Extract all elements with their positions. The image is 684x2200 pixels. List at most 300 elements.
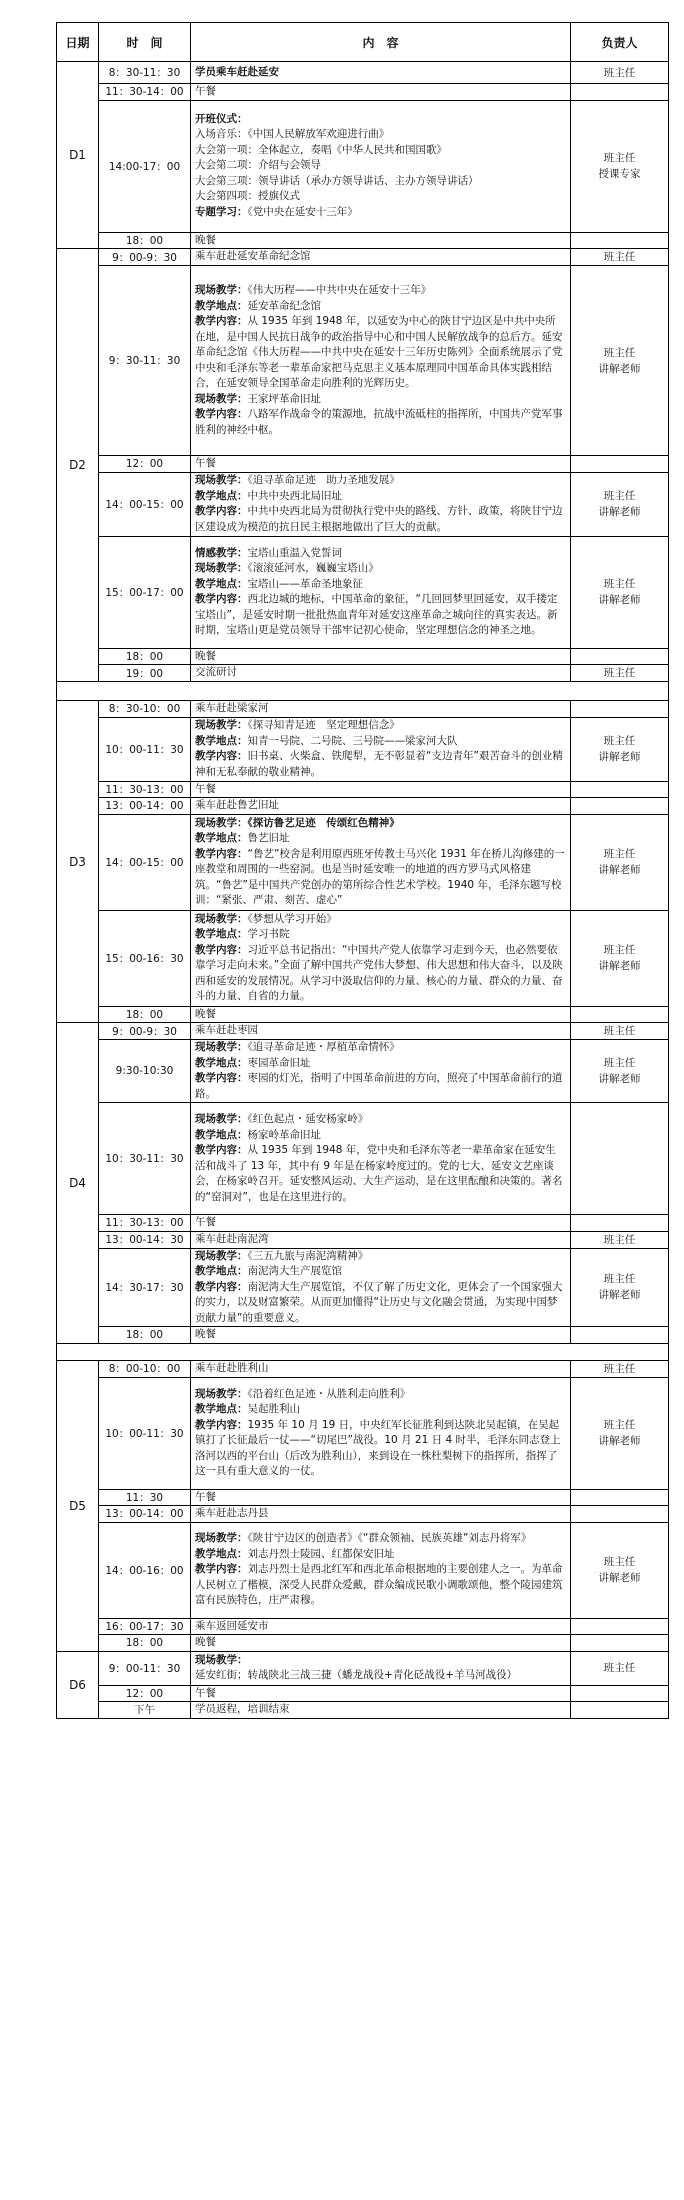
owner-name: 班主任 [603, 1057, 636, 1069]
time-cell: 11：30 [99, 1489, 191, 1506]
table-row [57, 1522, 669, 1618]
owner-cell [571, 1506, 669, 1523]
content-line-key: 教学内容： [195, 593, 248, 605]
table-row [57, 1248, 669, 1327]
content-line-text: 从 1935 年到 1948 年，以延安为中心的陕甘宁边区是中共中央所在地，是中国人民抗日战争的政治指导中心和中国人民解放战争的总后方。延安革命纪念馆《伟大历程——中共中央在延安十三年历史陈列》全面系统展示了党中央和毛泽东等老一辈革命家把马克思主义基本原理同中国革命具体实践相结合，在延安领导全国革命走向胜利的光辉历史。 [195, 315, 563, 389]
content-line: 大会第四项：授旗仪式 [195, 190, 300, 203]
table-row [57, 456, 669, 473]
time-cell: 16：00-17：30 [99, 1618, 191, 1635]
content-line-text: 《沿着红色足迹・从胜利走向胜利》 [247, 1387, 411, 1400]
content-cell [191, 1489, 571, 1506]
table-row [57, 1360, 669, 1377]
content-cell [191, 665, 571, 682]
content-line-text: 《梦想从学习开始》 [247, 912, 337, 925]
content-line [195, 561, 566, 577]
content-line-text: 西北边城的地标，中国革命的象征，“几回回梦里回延安，双手搂定宝塔山”，是延安时期一批批热血青年对延安这座革命之城向往的真实表达。新时期，宝塔山更是党员领导干部牢记初心使命，坚定理想信念的神圣之地。 [195, 593, 558, 636]
owner-cell [571, 1231, 669, 1248]
owner-name: 班主任 [603, 346, 636, 359]
content-line: 晚餐 [195, 1007, 216, 1020]
day-label: D1 [57, 62, 99, 249]
content-line [195, 1531, 566, 1547]
content-line [195, 205, 566, 221]
content-line [195, 299, 566, 315]
owner-name: 班主任 [603, 578, 636, 590]
content-cell [191, 1685, 571, 1702]
table-row [57, 781, 669, 798]
content-line [195, 1040, 566, 1056]
content-line [195, 473, 566, 489]
table-row [57, 249, 669, 266]
content-cell [191, 1522, 571, 1618]
content-line-text: 中共中央西北局旧址 [247, 489, 342, 502]
owner-cell [571, 249, 669, 266]
content-line-key: 教学内容： [195, 750, 248, 762]
table-row [57, 1377, 669, 1489]
table-row [57, 717, 669, 781]
content-line: 乘车返回延安市 [195, 1619, 269, 1632]
owner-cell [571, 1702, 669, 1719]
time-cell: 15：00-17：00 [99, 536, 191, 648]
owner-cell [571, 814, 669, 910]
content-line-key: 教学地点： [195, 489, 248, 502]
time-cell: 9：30-11：30 [99, 266, 191, 456]
content-line-key: 现场教学： [195, 1532, 248, 1545]
content-cell [191, 536, 571, 648]
owner-cell [571, 1103, 669, 1215]
content-line: 午餐 [195, 782, 216, 795]
content-cell [191, 717, 571, 781]
content-line [195, 577, 566, 593]
owner-name: 讲解老师 [598, 1435, 641, 1447]
owner-cell [571, 648, 669, 665]
content-line-key: 教学地点： [195, 928, 248, 940]
owner-name: 班主任 [603, 1419, 636, 1431]
owner-cell [571, 84, 669, 101]
time-cell: 19：00 [99, 665, 191, 682]
content-line-key: 教学内容： [195, 943, 248, 956]
day-label: D4 [57, 1023, 99, 1344]
content-line: 午餐 [195, 1216, 216, 1228]
content-line-text: 学习书院 [247, 928, 290, 940]
content-line-text: 《滚滚延河水，巍巍宝塔山》 [247, 562, 379, 574]
content-line [195, 1264, 566, 1280]
time-cell: 15：00-16：30 [99, 910, 191, 1006]
content-cell [191, 1006, 571, 1023]
content-line-key: 教学内容： [195, 1418, 248, 1431]
table-row [57, 798, 669, 815]
owner-name: 班主任 [603, 1556, 636, 1568]
time-cell: 14：00-16：00 [99, 1522, 191, 1618]
day-label: D5 [57, 1360, 99, 1651]
content-line [195, 1249, 566, 1265]
content-line: 交流研讨 [195, 666, 237, 679]
content-cell [191, 249, 571, 266]
content-line [195, 734, 566, 750]
content-line [195, 392, 566, 408]
content-cell [191, 84, 571, 101]
table-row [57, 1327, 669, 1344]
content-line-key: 情感教学： [195, 546, 248, 559]
content-line: 午餐 [195, 1490, 216, 1503]
owner-cell [571, 1040, 669, 1103]
header-content: 内 容 [191, 23, 571, 62]
page-gap [57, 1343, 669, 1360]
content-line-text: 鲁艺旧址 [247, 832, 290, 844]
content-cell [191, 798, 571, 815]
header-date: 日期 [57, 23, 99, 62]
content-line: 乘车赶赴鲁艺旧址 [195, 799, 279, 811]
content-line [195, 504, 566, 535]
table-row [57, 1702, 669, 1719]
content-cell [191, 1635, 571, 1652]
table-row [57, 1506, 669, 1523]
owner-name: 讲解老师 [598, 1073, 641, 1085]
content-line-text: 南泥湾大生产展览馆 [247, 1265, 342, 1277]
content-line: 学员乘车赶赴延安 [195, 65, 279, 78]
time-cell: 11：30-13：00 [99, 781, 191, 798]
time-cell: 10：00-11：30 [99, 1377, 191, 1489]
content-line: 大会第三项：领导讲话（承办方领导讲话、主办方领导讲话） [195, 174, 479, 187]
content-line: 乘车赶赴梁家河 [195, 702, 269, 714]
content-line-key: 现场教学： [195, 1113, 248, 1125]
table-row [57, 100, 669, 232]
content-line: 午餐 [195, 1686, 216, 1699]
content-line [195, 283, 566, 299]
owner-cell [571, 1651, 669, 1685]
table-row [57, 1040, 669, 1103]
content-line-text: 刘志丹烈士是西北红军和西北革命根据地的主要创建人之一。为革命人民树立了楷模，深受人民群众爱戴，群众编成民歌小调歌颂他，整个陵园建筑富有民族特色，庄严肃穆。 [195, 1563, 563, 1607]
content-line: 学员返程，培训结束 [195, 1703, 290, 1715]
content-line-key: 现场教学： [195, 719, 248, 731]
content-line [195, 489, 566, 505]
table-row [57, 1489, 669, 1506]
owner-name: 班主任 [603, 1362, 636, 1375]
owner-cell [571, 1377, 669, 1489]
time-cell: 14：00-15：00 [99, 814, 191, 910]
owner-cell [571, 781, 669, 798]
content-line-text: 延安红街；转战陕北三战三捷（蟠龙战役+青化砭战役+羊马河战役） [195, 1669, 518, 1681]
table-row [57, 1103, 669, 1215]
table-row [57, 1651, 669, 1685]
table-row [57, 648, 669, 665]
content-line-key: 教学内容： [195, 1144, 248, 1156]
table-row [57, 536, 669, 648]
content-line-text: 习近平总书记指出：“中国共产党人依靠学习走到今天，也必然要依靠学习走向未来。”全面了解中国共产党伟大梦想、伟大思想和伟大奋斗，以及陕西和延安的发展情况。从学习中汲取信仰的力量、核心的力量、群众的力量、奋斗的力量、自省的力量。 [195, 943, 563, 1002]
owner-cell [571, 1360, 669, 1377]
table-row [57, 701, 669, 718]
owner-cell [571, 1618, 669, 1635]
content-line-key: 现场教学： [195, 1653, 248, 1666]
content-line [195, 927, 566, 943]
owner-cell [571, 472, 669, 536]
content-line-key: 教学内容： [195, 408, 248, 420]
time-cell: 10：00-11：30 [99, 717, 191, 781]
content-line-text: 吴起胜利山 [247, 1403, 300, 1415]
content-cell [191, 781, 571, 798]
content-line-text: 中共中央西北局为贯彻执行党中央的路线、方针、政策，将陕甘宁边区建设成为模范的抗日民主根据地做出了巨大的贡献。 [195, 505, 563, 533]
table-row [57, 84, 669, 101]
content-cell [191, 1023, 571, 1040]
owner-cell [571, 1685, 669, 1702]
owner-cell [571, 1489, 669, 1506]
content-line [195, 314, 566, 392]
content-line [195, 546, 566, 562]
content-cell [191, 1215, 571, 1232]
content-line [195, 718, 566, 734]
content-line-key: 教学内容： [195, 505, 248, 517]
table-row [57, 814, 669, 910]
content-line: 乘车赶赴延安革命纪念馆 [195, 250, 311, 263]
content-line [195, 1547, 566, 1563]
header-time: 时 间 [99, 23, 191, 62]
content-cell [191, 100, 571, 232]
owner-cell [571, 1635, 669, 1652]
content-line: 入场音乐：《中国人民解放军欢迎进行曲》 [195, 128, 390, 141]
content-line-text: 《党中央在延安十三年》 [247, 205, 358, 218]
owner-name: 班主任 [603, 251, 636, 263]
content-line [195, 1418, 566, 1480]
table-row [57, 1215, 669, 1232]
owner-cell [571, 1006, 669, 1023]
time-cell: 13：00-14：00 [99, 798, 191, 815]
content-line-text: 延安革命纪念馆 [247, 299, 321, 312]
content-line-text: 杨家岭革命旧址 [247, 1128, 321, 1141]
time-cell: 8：30-10：00 [99, 701, 191, 718]
content-line [195, 1056, 566, 1072]
content-cell [191, 472, 571, 536]
content-line [195, 1071, 566, 1102]
time-cell: 10：30-11：30 [99, 1103, 191, 1215]
time-cell: 12：00 [99, 456, 191, 473]
table-row [57, 1023, 669, 1040]
content-line: 乘车赶赴志丹县 [195, 1507, 269, 1519]
table-row [57, 1685, 669, 1702]
time-cell: 8：00-10：00 [99, 1360, 191, 1377]
content-line [195, 407, 566, 438]
content-line-key: 教学地点： [195, 832, 248, 844]
content-line [195, 1143, 566, 1205]
content-line: 大会第二项：介绍与会领导 [195, 159, 321, 172]
time-cell: 14：30-17：30 [99, 1248, 191, 1327]
content-line-key: 现场教学： [195, 1387, 248, 1400]
content-cell [191, 814, 571, 910]
owner-cell [571, 62, 669, 84]
content-line: 晚餐 [195, 1328, 216, 1340]
content-line-key: 教学内容： [195, 847, 248, 860]
owner-name: 班主任 [603, 152, 636, 164]
table-row [57, 266, 669, 456]
time-cell: 18：00 [99, 1635, 191, 1652]
content-line-key: 教学内容： [195, 315, 248, 327]
content-line: 现场教学：《探访鲁艺足迹 传颂红色精神》 [195, 816, 400, 829]
table-row [57, 62, 669, 84]
content-line-text: 枣园革命旧址 [247, 1056, 311, 1069]
content-line: 乘车赶赴南泥湾 [195, 1232, 269, 1245]
owner-cell [571, 798, 669, 815]
time-cell: 9：00-9：30 [99, 1023, 191, 1040]
time-cell: 13：00-14：30 [99, 1231, 191, 1248]
content-line-key: 教学地点： [195, 734, 248, 747]
content-line-key: 现场教学： [195, 912, 248, 925]
content-line-key: 现场教学： [195, 562, 248, 574]
content-cell [191, 1506, 571, 1523]
content-line [195, 1128, 566, 1144]
time-cell: 12：00 [99, 1685, 191, 1702]
content-line-key: 现场教学： [195, 1041, 248, 1053]
owner-name: 班主任 [603, 1025, 636, 1037]
owner-cell [571, 1327, 669, 1344]
content-line-key: 现场教学： [195, 1249, 248, 1262]
content-cell [191, 1231, 571, 1248]
content-line: 乘车赶赴胜利山 [195, 1361, 269, 1374]
owner-cell [571, 717, 669, 781]
owner-name: 讲解老师 [598, 1289, 641, 1302]
content-line-text: 八路军作战命令的策源地，抗战中流砥柱的指挥所，中国共产党军事胜利的神经中枢。 [195, 408, 563, 436]
time-cell: 13：00-14：00 [99, 1506, 191, 1523]
table-row [57, 1006, 669, 1023]
owner-cell [571, 701, 669, 718]
time-cell: 14:00-17：00 [99, 100, 191, 232]
time-cell: 18：00 [99, 1327, 191, 1344]
content-cell [191, 62, 571, 84]
owner-name: 班主任 [603, 667, 636, 679]
content-line-text: 《伟大历程——中共中央在延安十三年》 [247, 284, 432, 296]
owner-name: 班主任 [603, 1233, 636, 1246]
content-line [195, 1402, 566, 1418]
content-cell [191, 1040, 571, 1103]
schedule-body [57, 62, 669, 1719]
content-line-text: 《陕甘宁边区的创造者》《“群众领袖、民族英雄”刘志丹将军》 [247, 1532, 532, 1545]
content-line-text: 《探寻知青足迹 坚定理想信念》 [247, 719, 400, 731]
content-line-text: “鲁艺”校舍是利用原西班牙传教士马兴化 1931 年在桥儿沟修建的一座教堂和周围的一些窑洞。也是当时延安唯一的地道的西方罗马式风格建筑。“鲁艺”是中国共产党创办的第所综合性艺术学校。1940 年，毛泽东题写校训：“紧张、严肃、刻苦、虚心” [195, 847, 565, 906]
time-cell: 8：30-11：30 [99, 62, 191, 84]
content-line [195, 1653, 566, 1684]
content-line [195, 749, 566, 780]
content-line: 大会第一项：全体起立，奏唱《中华人民共和国国歌》 [195, 143, 447, 156]
day-label: D3 [57, 701, 99, 1023]
content-line-key: 教学地点： [195, 1265, 248, 1277]
content-line-text: 《红色起点・延安杨家岭》 [247, 1113, 369, 1125]
content-cell [191, 232, 571, 249]
content-line-key: 教学内容： [195, 1072, 248, 1084]
owner-name: 班主任 [603, 735, 636, 747]
owner-name: 班主任 [603, 66, 636, 79]
content-line-key: 教学地点： [195, 1547, 248, 1560]
content-line-text: 从 1935 年到 1948 年，党中央和毛泽东等老一辈革命家在延安生活和战斗了 13 年，其中有 9 年是在杨家岭度过的。党的七大、延安文艺座谈会，在杨家岭召开。延安整风运动、大生产运动，是在这里酝酿和决策的。著名的“窑洞对”，也是在这里进行的。 [195, 1144, 563, 1203]
content-cell [191, 910, 571, 1006]
owner-cell [571, 1248, 669, 1327]
owner-name: 讲解老师 [598, 506, 641, 518]
content-line: 午餐 [195, 457, 216, 469]
content-line: 晚餐 [195, 649, 216, 662]
schedule-document [56, 22, 668, 1719]
content-line-text: 《追寻革命足迹 助力圣地发展》 [247, 474, 400, 486]
owner-cell [571, 665, 669, 682]
schedule-table [56, 22, 669, 1719]
time-cell: 11：30-13：00 [99, 1215, 191, 1232]
content-line-text: 刘志丹烈士陵园、红都保安旧址 [247, 1547, 395, 1560]
content-line: 晚餐 [195, 233, 216, 246]
content-line [195, 912, 566, 928]
owner-cell [571, 1215, 669, 1232]
owner-cell [571, 232, 669, 249]
owner-name: 班主任 [603, 1662, 636, 1674]
owner-name: 班主任 [603, 848, 636, 860]
table-row [57, 665, 669, 682]
time-cell: 9：00-11：30 [99, 1651, 191, 1685]
owner-cell [571, 536, 669, 648]
owner-cell [571, 100, 669, 232]
content-line-text: 南泥湾大生产展览馆，不仅了解了历史文化，更体会了一个国家强大的实力，以及财富繁荣。从而更加懂得“让历史与文化融会贯通，为实现中国梦贡献力量”的重要意义。 [195, 1280, 563, 1324]
content-line [195, 1112, 566, 1128]
table-row [57, 472, 669, 536]
owner-name: 授课专家 [598, 168, 641, 180]
owner-cell [571, 1522, 669, 1618]
owner-name: 班主任 [603, 1273, 636, 1286]
content-line-text: 宝塔山——革命圣地象征 [247, 577, 363, 590]
content-line-text: 《追寻革命足迹・厚植革命情怀》 [247, 1041, 400, 1053]
time-cell: 18：00 [99, 1006, 191, 1023]
owner-cell [571, 1023, 669, 1040]
owner-name: 班主任 [603, 944, 636, 956]
content-cell [191, 1248, 571, 1327]
content-line: 晚餐 [195, 1636, 216, 1648]
content-line: 乘车赶赴枣园 [195, 1024, 258, 1037]
content-line-text: 王家坪革命旧址 [247, 392, 321, 405]
day-label: D6 [57, 1651, 99, 1718]
header-owner: 负责人 [571, 23, 669, 62]
day-label: D2 [57, 249, 99, 682]
content-line-key: 教学地点： [195, 577, 248, 590]
time-cell: 下午 [99, 1702, 191, 1719]
owner-cell [571, 266, 669, 456]
table-header-row [57, 23, 669, 62]
owner-name: 讲解老师 [598, 1572, 641, 1584]
owner-name: 班主任 [603, 490, 636, 502]
content-line: 开班仪式： [195, 112, 248, 125]
content-line [195, 831, 566, 847]
content-line [195, 592, 566, 639]
content-line-text: 旧书桌、火柴盒、铁爬犁，无不彰显着“支边青年”艰苦奋斗的创业精神和无私奉献的敬业精神。 [195, 750, 563, 778]
content-cell [191, 456, 571, 473]
owner-name: 讲解老师 [598, 594, 641, 606]
content-line-key: 现场教学： [195, 284, 248, 296]
content-line-key: 现场教学： [195, 474, 248, 486]
content-line-key: 教学内容： [195, 1280, 248, 1293]
content-line-text: 1935 年 10 月 19 日，中央红军长征胜利到达陕北吴起镇，在吴起镇打了长征最后一仗——“切尾巴”战役。10 月 21 日 4 时半，毛泽东同志登上洛河以西的平台山（后改为胜利山），来到设在一株杜梨树下的指挥所，指挥了这一具有重大意义的一仗。 [195, 1418, 561, 1477]
table-row [57, 1618, 669, 1635]
time-cell: 9:30-10:30 [99, 1040, 191, 1103]
time-cell: 11：30-14：00 [99, 84, 191, 101]
time-cell: 18：00 [99, 232, 191, 249]
time-cell: 14：00-15：00 [99, 472, 191, 536]
content-cell [191, 1103, 571, 1215]
owner-name: 讲解老师 [598, 864, 641, 876]
owner-cell [571, 456, 669, 473]
content-line-key: 教学内容： [195, 1563, 248, 1576]
content-line-key: 现场教学： [195, 392, 248, 405]
content-line-key: 教学地点： [195, 1128, 248, 1141]
owner-name: 讲解老师 [598, 751, 641, 763]
table-row [57, 1635, 669, 1652]
content-cell [191, 701, 571, 718]
owner-cell [571, 910, 669, 1006]
content-cell [191, 266, 571, 456]
page-gap [57, 682, 669, 701]
content-cell [191, 1651, 571, 1685]
content-cell [191, 648, 571, 665]
content-line-text: 宝塔山重温入党誓词 [247, 546, 342, 559]
